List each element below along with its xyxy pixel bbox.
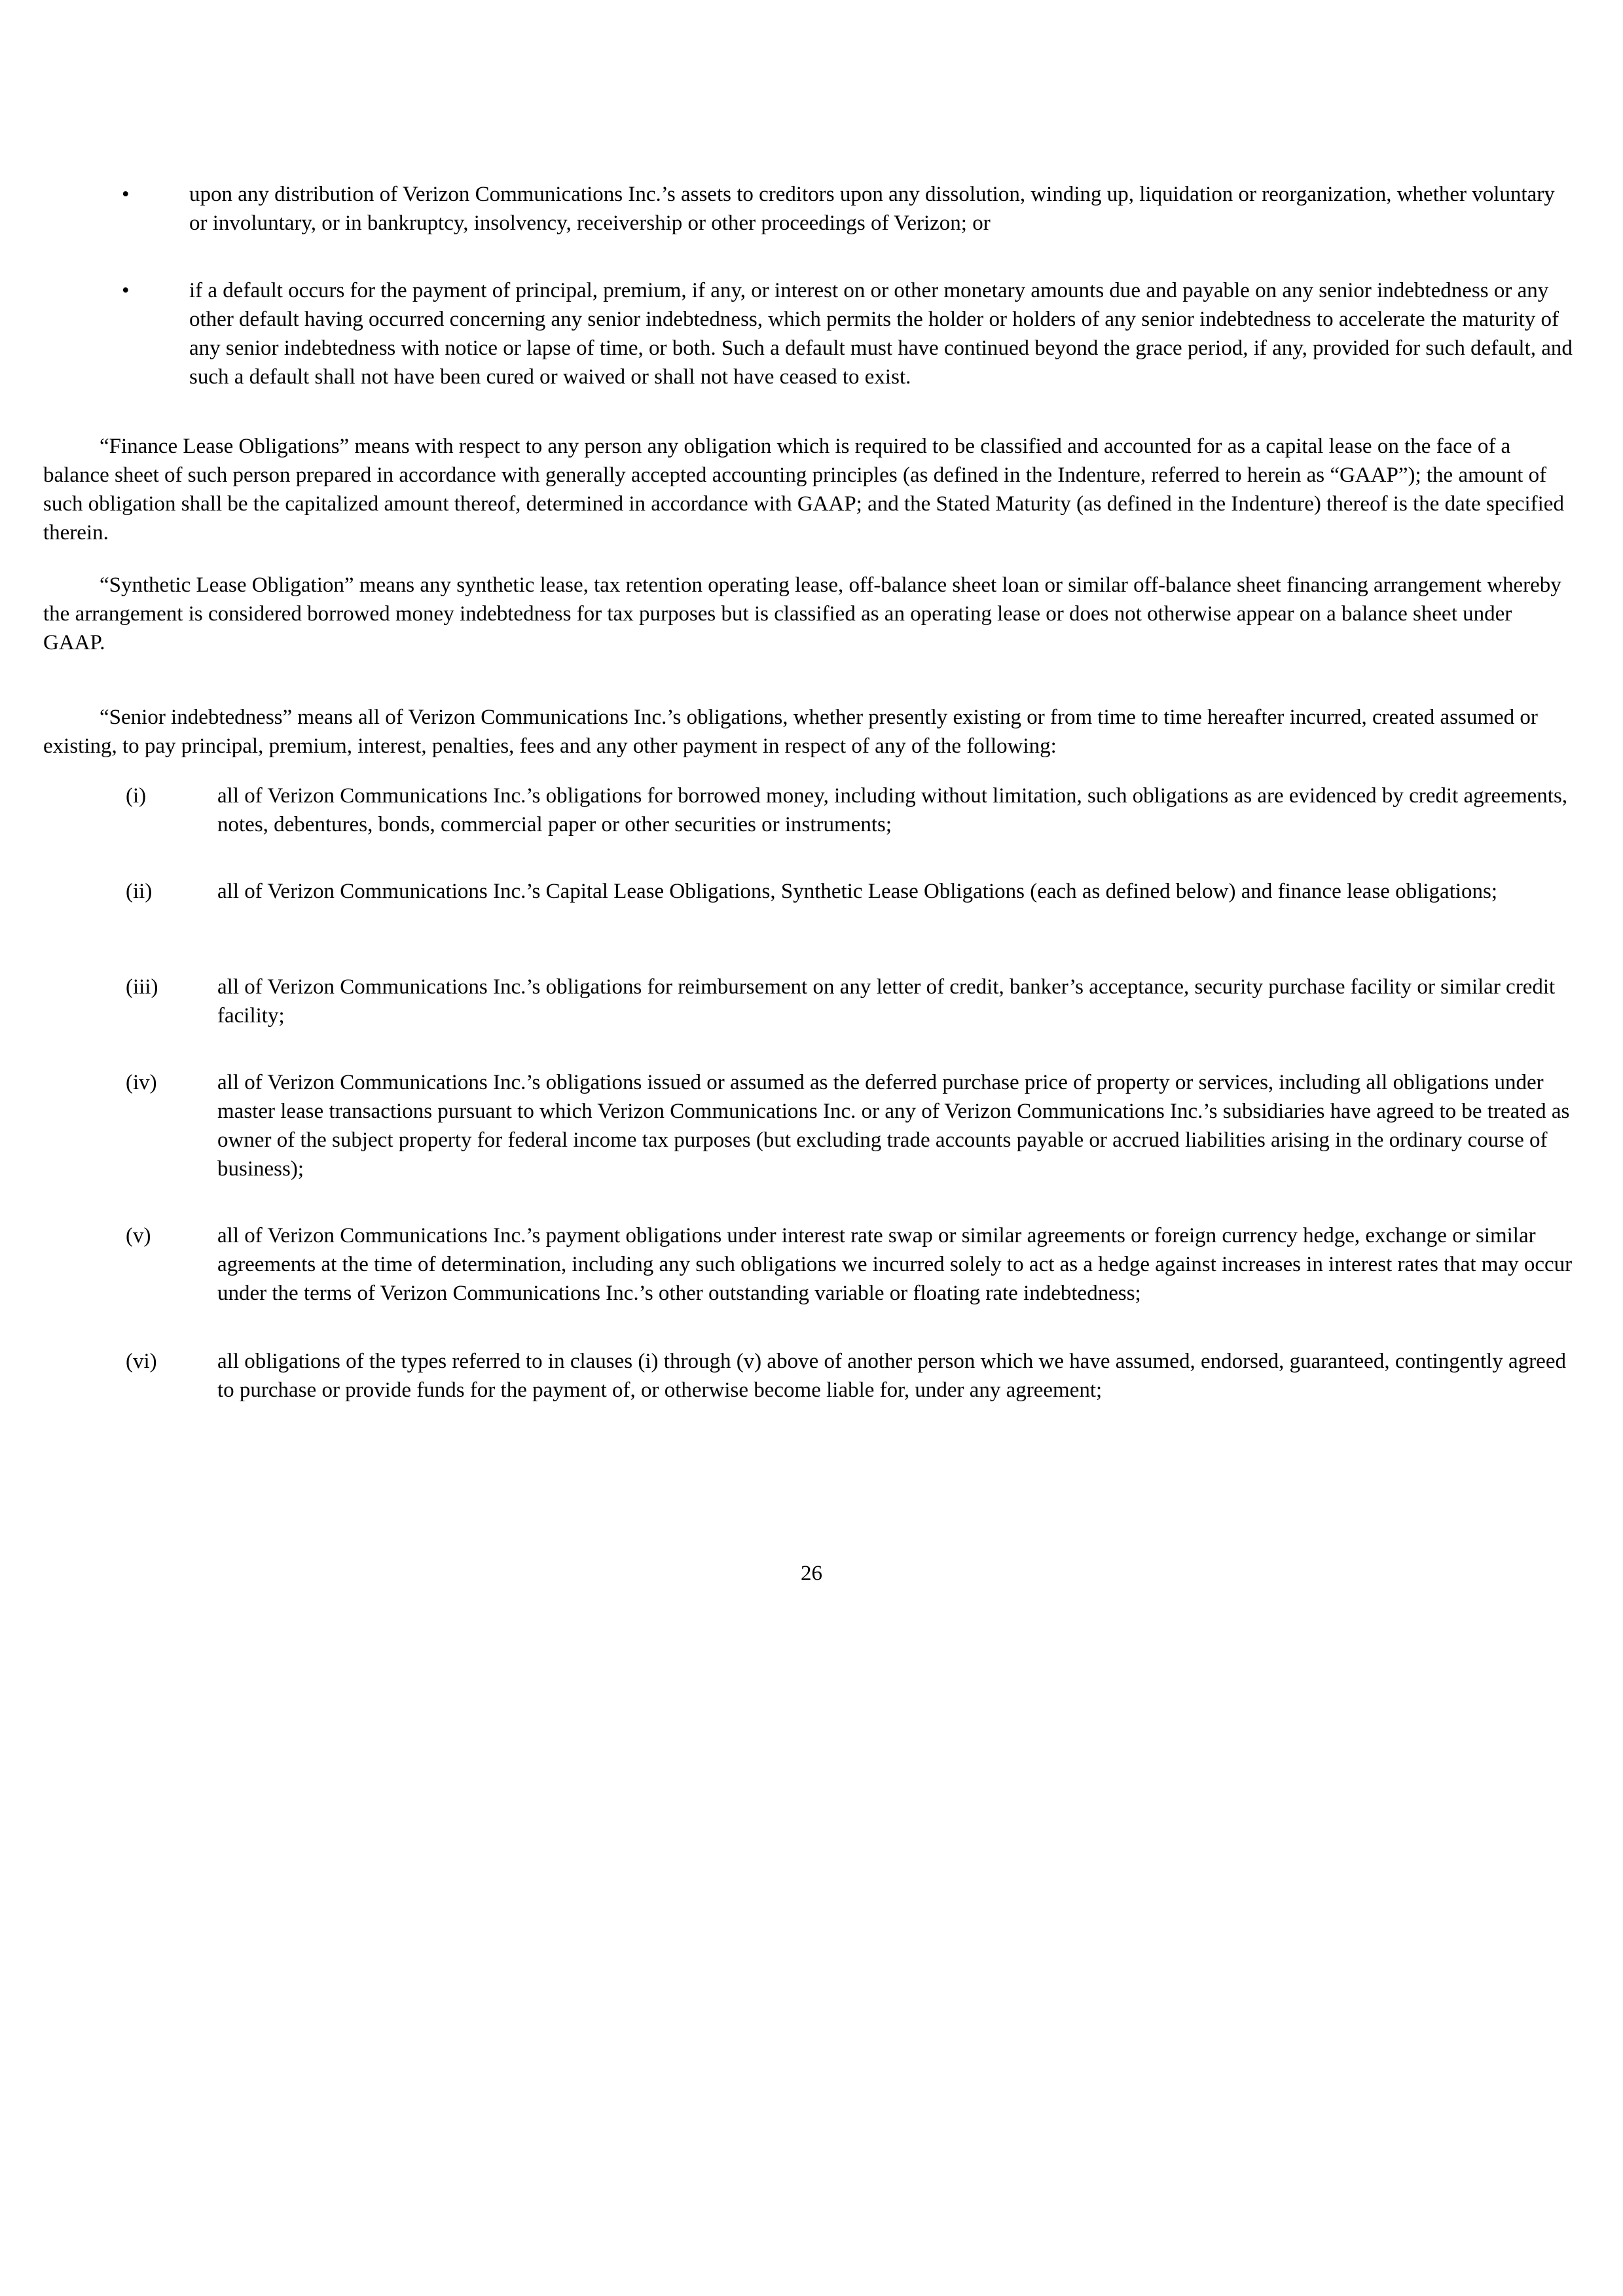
page-number: 26 — [801, 1562, 822, 1585]
bullet-mark: • — [122, 183, 130, 206]
clause-text: all of Verizon Communications Inc.’s Capital Lease Obligations, Synthetic Lease Obligations (each as defined below) and finance lease obligations; — [217, 880, 1498, 903]
finance-lease-paragraph: “Finance Lease Obligations” means with respect to any person any obligation which is required to be classified and accounted for as a capital lease on the face of a balance sheet of such person prepared in accordance with generally accepted accounting principles (as defined in the Indenture, referred to herein as “GAAP”); the amount of such obligation shall be the capitalized amount thereof, determined in accordance with GAAP; and the Stated Maturity (as defined in the Indenture) thereof is the date specified therein. — [43, 435, 1564, 545]
bullet-text: upon any distribution of Verizon Communications Inc.’s assets to creditors upon any dissolution, winding up, liquidation or reorganization, whether voluntary or involuntary, or in bankruptcy, insolvency, receivership or other proceedings of Verizon; or — [189, 183, 1555, 235]
clause-text: all of Verizon Communications Inc.’s obligations issued or assumed as the deferred purchase price of property or services, including all obligations under master lease transactions pursuant to which Verizon Communications Inc. or any of Verizon Communications Inc.’s subsidiaries have agreed to be treated as owner of the subject property for federal income tax purposes (but excluding trade accounts payable or accrued liabilities arising in the ordinary course of business); — [217, 1071, 1570, 1181]
clause-number: (ii) — [126, 880, 153, 903]
clause-number: (iv) — [126, 1071, 157, 1094]
bullet-text: if a default occurs for the payment of principal, premium, if any, or interest on or other monetary amounts due and payable on any senior indebtedness or any other default having occurred concerning any senior indebtedness, which permits the holder or holders of any senior indebtedness to accelerate the maturity of any senior indebtedness with notice or lapse of time, or both. Such a default must have continued beyond the grace period, if any, provided for such default, and such a default shall not have been cured or waived or shall not have ceased to exist. — [189, 279, 1573, 389]
senior-indebtedness-paragraph: “Senior indebtedness” means all of Verizon Communications Inc.’s obligations, whether presently existing or from time to time hereafter incurred, created assumed or existing, to pay principal, premium, interest, penalties, fees and any other payment in respect of any of the following: — [43, 706, 1538, 758]
clause-number: (iii) — [126, 975, 158, 999]
clause-number: (v) — [126, 1224, 151, 1247]
clause-text: all of Verizon Communications Inc.’s obligations for borrowed money, including without limitation, such obligations as are evidenced by credit agreements, notes, debentures, bonds, commercial paper or other securities or instruments; — [217, 784, 1568, 836]
clause-number: (i) — [126, 784, 147, 808]
synthetic-lease-paragraph: “Synthetic Lease Obligation” means any synthetic lease, tax retention operating lease, off-balance sheet loan or similar off-balance sheet financing arrangement whereby the arrangement is considered borrowed money indebtedness for tax purposes but is classified as an operating lease or does not otherwise appear on a balance sheet under GAAP. — [43, 573, 1561, 655]
clause-text: all of Verizon Communications Inc.’s obligations for reimbursement on any letter of credit, banker’s acceptance, security purchase facility or similar credit facility; — [217, 975, 1556, 1028]
bullet-mark: • — [122, 279, 130, 302]
clause-number: (vi) — [126, 1350, 157, 1373]
clause-text: all obligations of the types referred to in clauses (i) through (v) above of another person which we have assumed, endorsed, guaranteed, contingently agreed to purchase or provide funds for the payment of, or otherwise become liable for, under any agreement; — [217, 1350, 1566, 1402]
clause-text: all of Verizon Communications Inc.’s payment obligations under interest rate swap or similar agreements or foreign currency hedge, exchange or similar agreements at the time of determination, including any such obligations we incurred solely to act as a hedge against increases in interest rates that may occur under the terms of Verizon Communications Inc.’s other outstanding variable or floating rate indebtedness; — [217, 1224, 1573, 1305]
